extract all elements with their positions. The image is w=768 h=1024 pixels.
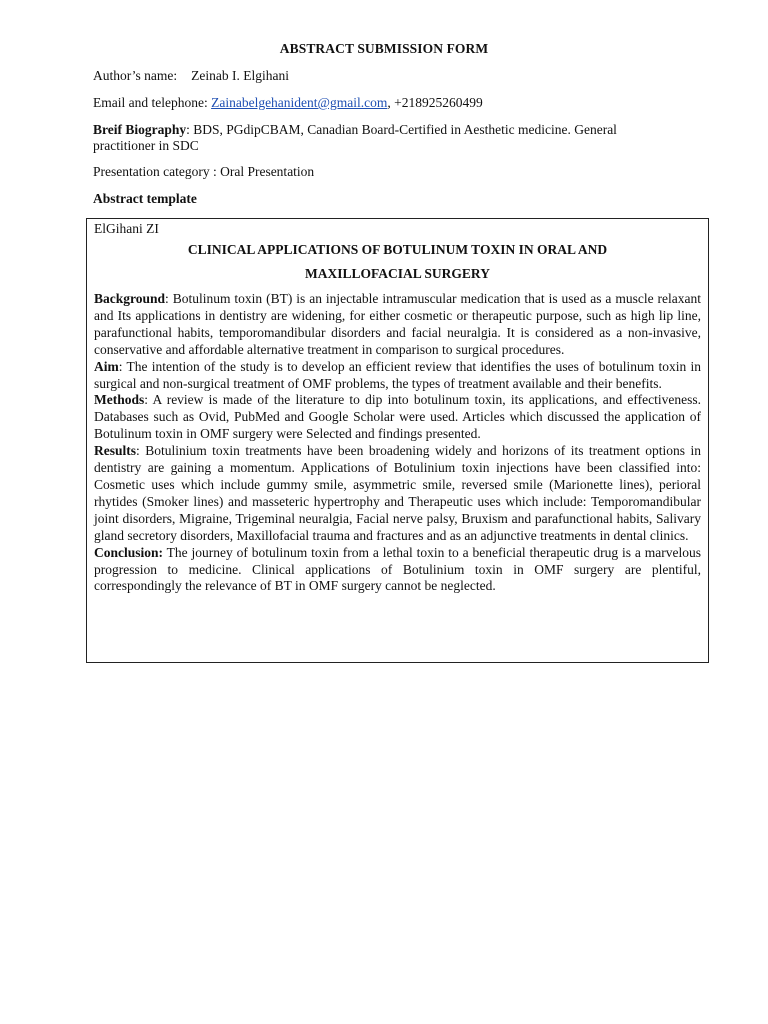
section-results [94,443,701,544]
section-heading: Results [94,443,137,459]
section-heading: Background [94,291,166,306]
phone-number: , +218925260499 [387,95,483,110]
biography-label: Breif Biography [93,122,187,137]
contact-label: Email and telephone: [93,95,212,110]
contact-line [93,95,693,111]
section-text: The journey of botulinum toxin from a lethal toxin to a beneficial therapeutic drug is a marvelous progression to medicine. Clinical applications of Botulinium toxin in OMF surgery are plentiful, correspondingly the relevance of BT in OMF surgery cannot be neglected. [94,544,701,594]
biography-line [93,122,653,154]
author-name: Zeinab I. Elgihani [191,68,289,83]
section-heading: Methods [94,392,145,408]
author-line [93,68,693,84]
form-title: ABSTRACT SUBMISSION FORM [279,41,489,56]
section-background [94,291,701,359]
section-text: : A review is made of the literature to dip into botulinum toxin, its applications, and effectiveness. Databases such as Ovid, PubMed and Google Scholar were used. Articles which discussed the application of Botulinum toxin in OMF surgery were Selected and findings presented. [94,392,701,442]
section-heading: Conclusion: [94,544,164,560]
section-text: : Botulinum toxin (BT) is an injectable intramuscular medication that is used as a muscle relaxant and Its applications in dentistry are widening, for either cosmetic or therapeutic purpose, such as high lip line, parafunctional habits, temporomandibular disorders and facial neuralgia. It is considered as a non-invasive, conservative and affordable alternative treatment in comparison to surgical procedures. [94,291,701,357]
abstract-template-label: Abstract template [93,191,197,206]
abstract-box [86,218,709,663]
author-label: Author’s name: [93,68,178,83]
section-text: : The intention of the study is to develop an efficient review that identifies the uses of botulinum toxin in surgical and non-surgical treatment of OMF problems, the types of treatment available and their benefits. [94,358,701,391]
section-conclusion [94,545,701,596]
section-text: : Botulinium toxin treatments have been broadening widely and horizons of its treatment options in dentistry are gaining a momentum. Applications of Botulinium toxin injections have been classified into: Cosmetic uses which include gummy smile, asymmetric smile, reversed smile (Marionette lines), perioral rhytides (Smoker lines) and masseteric hypertrophy and Therapeutic uses which include: Temporomandibular joint disorders, Migraine, Trigeminal neuralgia, Facial nerve palsy, Bruxism and parafunctional habits, Salivary gland secretory disorders, Maxillofacial trauma and fractures and as an adjunctive treatments in dental clinics. [94,443,701,543]
presentation-category: Presentation category : Oral Presentation [93,164,315,179]
biography-text: : BDS, PGdipCBAM, Canadian Board-Certified in Aesthetic medicine. General practitioner in SDC [93,122,617,153]
email-link[interactable]: Zainabelgehanident@gmail.com [211,95,388,110]
section-aim [94,359,701,393]
abstract-title: CLINICAL APPLICATIONS OF BOTULINUM TOXIN IN ORAL AND MAXILLOFACIAL SURGERY [187,242,608,281]
abstract-body [94,291,701,595]
abstract-author: ElGihani ZI [94,221,159,236]
section-heading: Aim [94,358,119,374]
section-methods [94,392,701,443]
